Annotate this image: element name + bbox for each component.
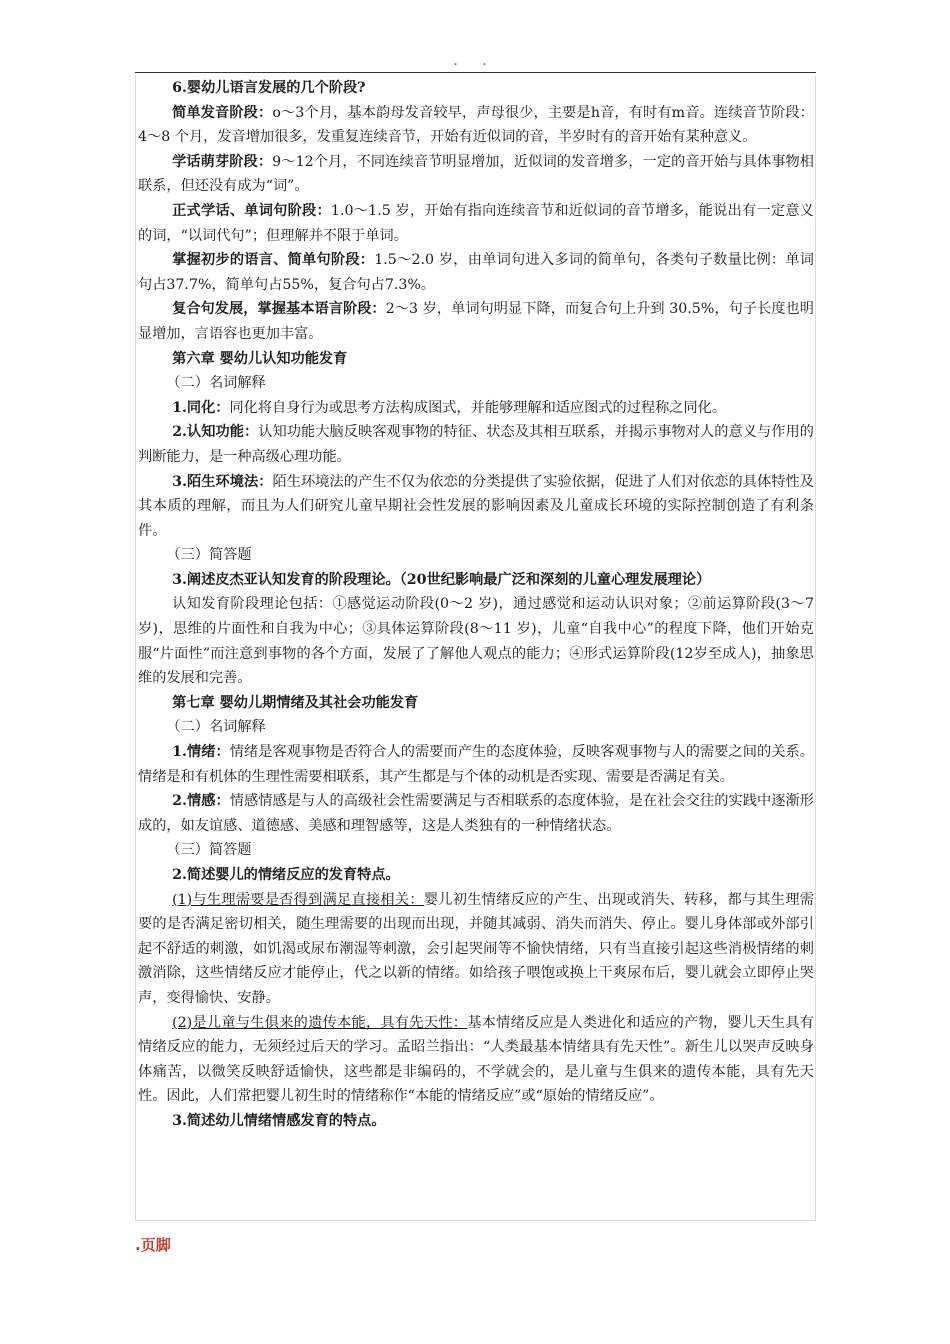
document-content [138,76,814,1134]
section-title: （二）名词解释 [166,719,266,736]
text: 情绪是客观事物是否符合人的需要而产生的态度体验，反映客观事物与人的需要之间的关系。情绪是和有机体的生理性需要相联系，其产生都是与个体的动机是否实现、需要是否满足有关。 [138,744,814,785]
text: 9～12个月，不同连续音节明显增加，近似词的发音增多，一定的音开始与具体事物相联系，但还没有成为“词”。 [138,153,814,195]
text: 情感情感是与人的高级社会性需要满足与否相联系的态度体验，是在社会交往的实践中逐渐形成的，如友谊感、道德感、美感和理智感等，这是人类独有的一种情绪状态。 [138,793,814,834]
text: 基本情绪反应是人类进化和适应的产物，婴儿天生具有情绪反应的能力，无须经过后天的学习。孟昭兰指出：“人类最基本情绪具有先天性”。新生儿以哭声反映身体痛苦，以微笑反映舒适愉快，这些都是非编码的，不学就会的，是儿童与生俱来的遗传本能，具有先天性。因此，人们常把婴儿初生时的情绪称作“本能的情绪反应”或“原始的情绪反应”。 [138,1014,814,1105]
paragraph [138,150,814,199]
paragraph [138,199,814,248]
text: 1.5～2.0 岁，由单词句进入多词的简单句，各类句子数量比例：单词句占37.7%，简单句占55%，复合句占7.3%。 [138,252,814,293]
question-title: 3.简述幼儿情绪情感发育的特点。 [172,1112,386,1129]
paragraph [138,470,814,544]
underlined-point: (1)与生理需要是否得到满足直接相关： [172,891,424,908]
chapter-title: 第七章 婴幼儿期情绪及其社会功能发育 [172,694,419,711]
term: 学话萌芽阶段： [172,153,273,170]
question-title: 6.婴幼儿语言发展的几个阶段? [172,80,366,96]
text: o～3个月，基本韵母发音较早，声母很少，主要是h音，有时有m音。连续音节阶段：4～8 个月，发音增加很多，发重复连续音节，开始有近似词的音，半岁时有的音开始有某种意义。 [138,104,814,146]
text: 同化将自身行为或思考方法构成图式，并能够理解和适应图式的过程称之同化。 [229,399,727,416]
paragraph [138,420,814,469]
text: 1.0～1.5 岁，开始有指向连续音节和近似词的音节增多，能说出有一定意义的词，“以词代句”；但理解并不限于单词。 [138,202,814,244]
question-title: 3.阐述皮杰亚认知发育的阶段理论。（20世纪影响最广泛和深刻的儿童心理发展理论） [172,571,711,588]
term: 3.陌生环境法： [172,473,273,490]
paragraph [138,101,814,150]
paragraph [138,1011,814,1109]
question-title: 2.简述婴儿的情绪反应的发育特点。 [172,867,400,883]
section-title: （三）简答题 [166,842,252,859]
section-title: （二）名词解释 [166,375,266,392]
term: 2.情感： [172,793,230,810]
term: 简单发音阶段： [172,104,273,121]
term: 正式学话、单词句阶段： [172,202,331,219]
underlined-point: (2)是儿童与生俱来的遗传本能，具有先天性： [172,1014,468,1031]
paragraph [138,248,814,297]
paragraph [138,396,814,421]
text: 2～3 岁，单词句明显下降，而复合句上升到 30.5%，句子长度也明显增加，言语容也更加丰富。 [138,301,814,342]
paragraph [138,789,814,838]
term: 1.情绪： [172,744,230,761]
header-rule [135,72,816,73]
term: 掌握初步的语言、简单句阶段： [172,252,375,269]
header-dots: · · [453,57,497,73]
paragraph [138,888,814,1011]
term: 2.认知功能： [172,424,259,441]
term: 1.同化： [172,399,230,416]
paragraph [138,740,814,789]
chapter-title: 第六章 婴幼儿认知功能发育 [172,350,348,367]
paragraph: 认知发育阶段理论包括：①感觉运动阶段(0～2 岁)，通过感觉和运动认识对象；②前运算阶段(3～7 岁)，思维的片面性和自我为中心；③具体运算阶段(8～11 岁)，儿童“自我中心”的程度下降，他们开始克服“片面性”而注意到事物的各个方面，发展了了解他人观点的能力；④形式运算阶段(12岁至成人)，抽象思维的发展和完善。 [138,596,814,687]
text: 陌生环境法的产生不仅为依恋的分类提供了实验依据，促进了人们对依恋的具体特性及其本质的理解，而且为人们研究儿童早期社会性发展的影响因素及儿童成长环境的实际控制创造了有利条件。 [138,473,814,539]
text: 认知功能大脑反映客观事物的特征、状态及其相互联系，并揭示事物对人的意义与作用的判断能力，是一种高级心理功能。 [138,424,814,465]
footer-label: .页脚 [135,1236,171,1254]
term: 复合句发展，掌握基本语言阶段： [172,301,386,318]
paragraph [138,297,814,346]
page-body [135,76,816,1221]
text: 婴儿初生情绪反应的产生、出现或消失、转移，都与其生理需要的是否满足密切相关，随生理需要的出现而出现，并随其减弱、消失而消失、停止。婴儿身体部或外部引起不舒适的刺激，如饥渴或尿布潮湿等刺激，会引起哭闹等不愉快情绪，只有当直接引起这些消极情绪的刺激消除，这些情绪反应才能停止，代之以新的情绪。如给孩子喂饱或换上干爽尿布后，婴儿就会立即停止哭声，变得愉快、安静。 [138,891,814,1006]
section-title: （三）简答题 [166,547,252,564]
